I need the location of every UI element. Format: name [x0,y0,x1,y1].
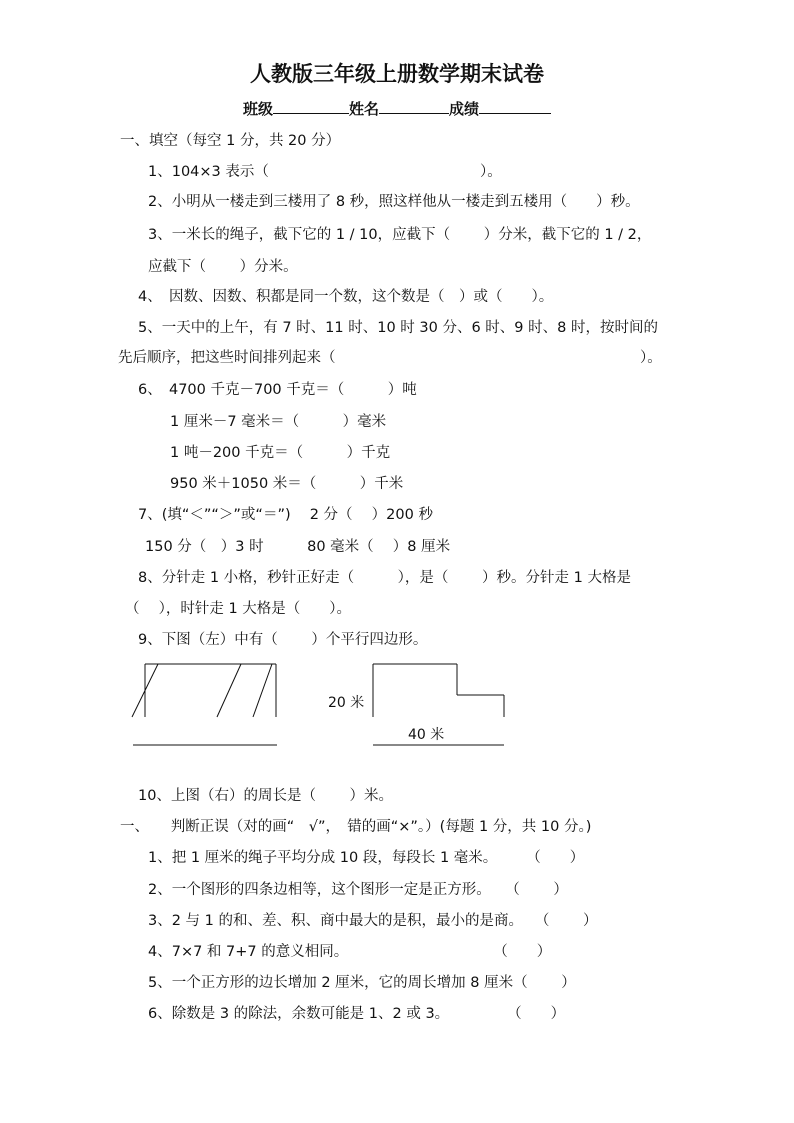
judge-item-4: 4、7×7 和 7+7 的意义相同。 （ ） [148,944,552,960]
question-3-line2: 应截下（ ）分米。 [148,259,298,275]
figure-label-20m: 20 米 [328,695,365,711]
page-title: 人教版三年级上册数学期末试卷 [250,61,544,86]
question-8-line2: （ ），时针走 1 大格是（ ）。 [125,601,352,617]
class-label: 班级 [242,100,273,118]
judge-item-6: 6、除数是 3 的除法，余数可能是 1、2 或 3。 （ ） [148,1006,566,1022]
score-label: 成绩 [449,100,480,118]
figure-label-40m: 40 米 [408,727,445,743]
question-8-line1: 8、分针走 1 小格，秒针正好走（ ），是（ ）秒。分针走 1 大格是 [138,570,631,586]
question-2: 2、小明从一楼走到三楼用了 8 秒，照这样他从一楼走到五楼用（ ）秒。 [148,194,640,210]
question-10: 10、上图（右）的周长是（ ）米。 [138,788,394,804]
question-4: 4、 因数、因数、积都是同一个数，这个数是（ ）或（ ）。 [138,289,554,305]
question-9: 9、下图（左）中有（ ）个平行四边形。 [138,632,428,648]
section1-heading: 一、填空（每空 1 分，共 20 分） [120,133,341,149]
question-7-line1: 7、(填“＜”“＞”或“＝”) 2 分（ ）200 秒 [138,507,433,523]
judge-item-2: 2、一个图形的四条边相等，这个图形一定是正方形。 （ ） [148,882,568,898]
section2-heading: 一、 判断正误（对的画“ √”， 错的画“×”。）(每题 1 分，共 10 分。) [120,819,592,835]
question-7-line2: 150 分（ ）3 时 80 毫米（ ）8 厘米 [145,539,451,555]
question-1-start: 1、104×3 表示（ [148,164,269,180]
judge-item-3: 3、2 与 1 的和、差、积、商中最大的是积，最小的是商。 （ ） [148,913,598,929]
question-6-c: 1 吨－200 千克＝（ ）千克 [170,445,391,461]
question-6-d: 950 米＋1050 米＝（ ）千米 [170,476,404,492]
question-6-b: 1 厘米－7 毫米＝（ ）毫米 [170,414,387,430]
judge-item-1: 1、把 1 厘米的绳子平均分成 10 段，每段长 1 毫米。 （ ） [148,850,585,866]
question-5-end: ）。 [640,350,662,366]
parallelogram-figure-left [132,664,277,745]
judge-item-5: 5、一个正方形的边长增加 2 厘米，它的周长增加 8 厘米（ ） [148,975,576,991]
question-6-a: 6、 4700 千克－700 千克＝（ ）吨 [138,382,417,398]
name-label: 姓名 [348,100,379,118]
question-5-line1: 5、一天中的上午，有 7 时、11 时、10 时 30 分、6 时、9 时、8 时，按时间的 [138,320,658,336]
question-1-end: ）。 [480,164,502,180]
question-3-line1: 3、一米长的绳子，截下它的 1 / 10，应截下（ ）分米，截下它的 1 / 2， [148,227,652,243]
question-5-line2: 先后顺序，把这些时间排列起来（ [118,350,336,366]
